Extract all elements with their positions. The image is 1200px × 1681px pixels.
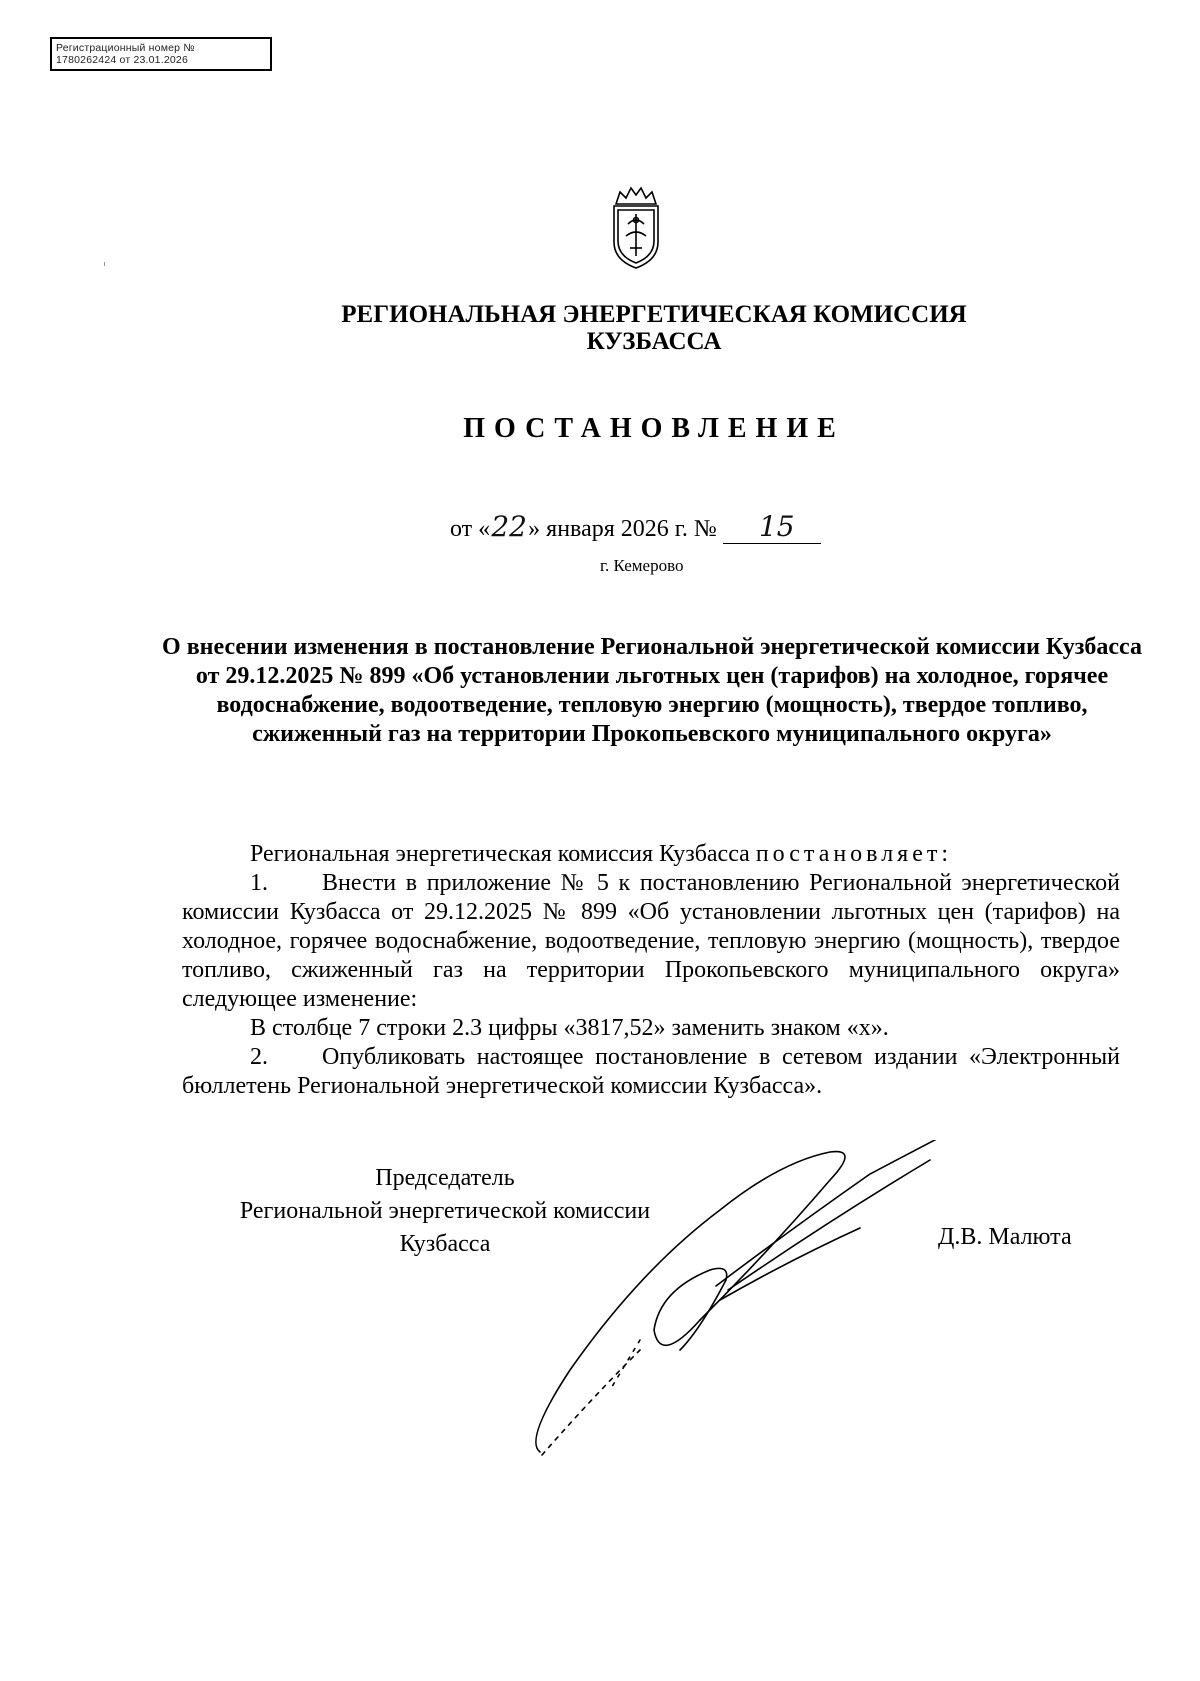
- intro-paragraph: [182, 840, 1120, 869]
- document-title: О внесении изменения в постановление Региональной энергетической комиссии Кузбасса от 29.12.2025 № 899 «Об установлении льготных цен (тарифов) на холодное, горячее водоснабжение, водоотведение, тепловую энергию (мощность), твердое топливо, сжиженный газ на территории Прокопьевского муниципального округа»: [162, 634, 1142, 747]
- organization-name-line-2: КУЗБАССА: [586, 328, 722, 355]
- item-2-number: 2.: [250, 1044, 268, 1070]
- city: г. Кемерово: [600, 556, 684, 575]
- registration-stamp: [50, 37, 272, 71]
- item-2: [182, 1043, 1120, 1101]
- document-type: ПОСТАНОВЛЕНИЕ: [463, 413, 845, 444]
- item-1-number: 1.: [250, 870, 268, 896]
- item-1-change: В столбце 7 строки 2.3 цифры «3817,52» заменить знаком «х».: [250, 1015, 889, 1041]
- intro-lead: Региональная энергетическая комиссия Кузбасса: [250, 841, 750, 867]
- handwritten-signature: [530, 1140, 1010, 1460]
- signatory-name: Д.В. Малюта: [938, 1224, 1072, 1250]
- signatory-position-line-1: Председатель: [375, 1165, 515, 1191]
- item-2-text: Опубликовать настоящее постановление в сетевом издании «Электронный бюллетень Региональной энергетической комиссии Кузбасса».: [182, 1044, 1120, 1099]
- date-middle: » января 2026 г. №: [528, 516, 717, 542]
- date-line: [450, 510, 821, 544]
- coat-of-arms-icon: [610, 184, 662, 270]
- date-prefix: от «: [450, 516, 491, 542]
- organization-name-line-1: РЕГИОНАЛЬНАЯ ЭНЕРГЕТИЧЕСКАЯ КОМИССИЯ: [341, 301, 967, 328]
- registration-line-2: 1780262424 от 23.01.2026: [56, 54, 188, 66]
- signatory-position-line-3: Кузбасса: [399, 1231, 491, 1257]
- intro-resolves: постановляет:: [755, 841, 953, 867]
- handwritten-day: 22: [491, 510, 527, 543]
- handwritten-number: 15: [723, 510, 821, 544]
- registration-line-1: Регистрационный номер №: [56, 42, 195, 54]
- item-1: [182, 869, 1120, 1014]
- item-1-text: Внести в приложение № 5 к постановлению Региональной энергетической комиссии Кузбасса от 29.12.2025 № 899 «Об установлении льготных цен (тарифов) на холодное, горячее водоснабжение, водоотведение, тепловую энергию (мощность), твердое топливо, сжиженный газ на территории Прокопьевского муниципального округа» следующее изменение:: [182, 870, 1120, 1012]
- scan-artifact: [104, 262, 105, 266]
- signatory-position-line-2: Региональной энергетической комиссии: [239, 1198, 651, 1224]
- document-body: [182, 840, 1120, 1101]
